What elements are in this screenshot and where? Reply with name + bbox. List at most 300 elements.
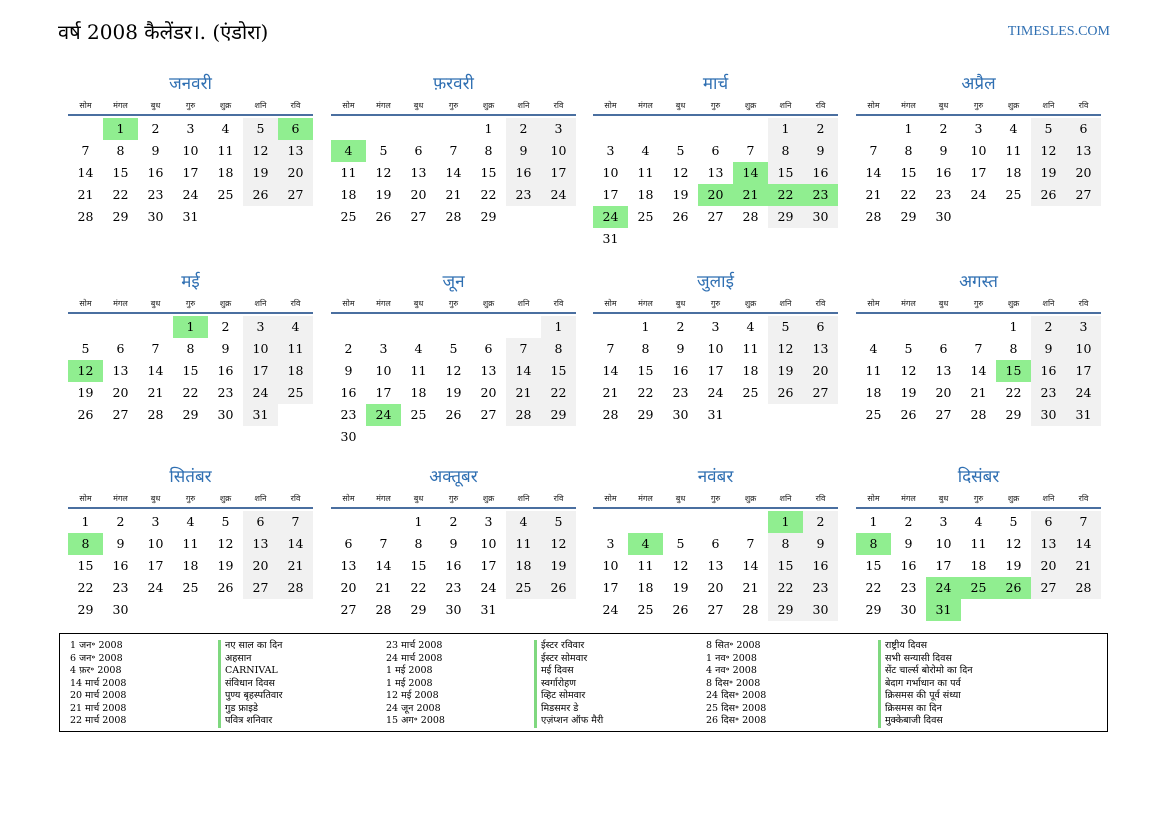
day-cell: 14 xyxy=(742,558,759,573)
day-cell: 20 xyxy=(112,385,129,400)
day-cell: 12 xyxy=(217,536,234,551)
day-cell: 9 xyxy=(1031,338,1066,360)
day-cell: 12 xyxy=(900,363,917,378)
site-link[interactable]: TIMESLES.COM xyxy=(1007,24,1110,39)
day-cell: 22 xyxy=(182,385,199,400)
day-cell: 26 xyxy=(900,407,917,422)
day-cell: 28 xyxy=(278,577,313,599)
day-cell: 22 xyxy=(768,577,803,599)
day-cell: 22 xyxy=(77,580,94,595)
day-cell: 11 xyxy=(970,536,987,551)
day-cell: 5 xyxy=(541,511,576,533)
holiday-day-cell: 14 xyxy=(733,162,768,184)
empty-cell xyxy=(331,118,366,140)
weekday-label: सोम xyxy=(342,101,355,110)
day-cell: 13 xyxy=(278,140,313,162)
weekday-label: बुध xyxy=(150,299,161,308)
day-cell: 10 xyxy=(970,143,987,158)
weekday-label: गुरु xyxy=(185,299,196,308)
day-cell: 9 xyxy=(449,536,458,551)
weekday-header xyxy=(593,297,838,311)
day-cell: 21 xyxy=(278,555,313,577)
day-cell: 21 xyxy=(865,187,882,202)
day-cell: 29 xyxy=(541,404,576,426)
day-cell: 11 xyxy=(637,165,654,180)
day-cell: 13 xyxy=(803,338,838,360)
holiday-day-cell: 26 xyxy=(996,577,1031,599)
day-grid xyxy=(68,118,313,228)
day-cell: 5 xyxy=(379,143,388,158)
day-cell: 23 xyxy=(803,577,838,599)
day-cell: 10 xyxy=(541,140,576,162)
holiday-day-cell: 25 xyxy=(961,577,996,599)
weekday-label: शुक्र xyxy=(744,101,757,110)
day-cell: 17 xyxy=(375,385,392,400)
day-cell: 21 xyxy=(970,385,987,400)
day-cell: 26 xyxy=(768,382,803,404)
day-cell: 17 xyxy=(182,165,199,180)
day-cell: 10 xyxy=(935,536,952,551)
day-cell: 11 xyxy=(865,363,882,378)
day-cell: 22 xyxy=(541,382,576,404)
holiday-name: सभी सन्यासी दिवस xyxy=(878,653,973,666)
day-cell: 15 xyxy=(480,165,497,180)
day-cell: 15 xyxy=(77,558,94,573)
day-grid xyxy=(856,118,1101,228)
weekday-label: शनि xyxy=(517,299,530,308)
day-cell: 20 xyxy=(340,580,357,595)
weekday-label: शुक्र xyxy=(482,101,495,110)
day-cell: 31 xyxy=(1066,404,1101,426)
day-cell: 8 xyxy=(641,341,650,356)
day-cell: 16 xyxy=(217,363,234,378)
day-cell: 21 xyxy=(147,385,164,400)
day-cell: 7 xyxy=(606,341,615,356)
day-cell: 11 xyxy=(340,165,357,180)
day-cell: 1 xyxy=(768,118,803,140)
weekday-label: सोम xyxy=(604,494,617,503)
day-cell: 29 xyxy=(77,602,94,617)
legend-dates-col-2 xyxy=(386,640,445,728)
empty-cell xyxy=(733,118,768,140)
weekday-label: रवि xyxy=(1078,494,1089,503)
day-cell: 12 xyxy=(445,363,462,378)
day-cell: 12 xyxy=(768,338,803,360)
day-cell: 18 xyxy=(340,187,357,202)
month-name: जनवरी xyxy=(169,74,212,94)
weekday-label: रवि xyxy=(553,494,564,503)
day-cell: 27 xyxy=(340,602,357,617)
day-cell: 27 xyxy=(410,209,427,224)
day-cell: 19 xyxy=(672,187,689,202)
holiday-name: अहसान xyxy=(218,653,283,666)
day-cell: 18 xyxy=(637,187,654,202)
holiday-date: 1 नव॰ 2008 xyxy=(706,652,757,664)
month-name: अप्रैल xyxy=(961,74,996,94)
day-cell: 5 xyxy=(449,341,458,356)
holiday-date: 14 मार्च 2008 xyxy=(70,677,127,689)
weekday-header xyxy=(856,99,1101,113)
day-cell: 18 xyxy=(742,363,759,378)
day-cell: 9 xyxy=(939,143,948,158)
day-cell: 3 xyxy=(606,536,615,551)
day-cell: 26 xyxy=(375,209,392,224)
day-cell: 29 xyxy=(637,407,654,422)
holiday-date: 21 मार्च 2008 xyxy=(70,702,127,714)
day-grid xyxy=(331,316,576,448)
weekday-label: शनि xyxy=(779,299,792,308)
day-cell: 5 xyxy=(243,118,278,140)
day-cell: 17 xyxy=(243,360,278,382)
day-cell: 30 xyxy=(340,429,357,444)
weekday-label: रवि xyxy=(290,101,301,110)
day-cell: 10 xyxy=(602,165,619,180)
holiday-day-cell: 20 xyxy=(698,184,733,206)
empty-cell xyxy=(926,316,961,338)
legend-names-col-3 xyxy=(878,640,973,728)
weekday-label: शनि xyxy=(1042,299,1055,308)
holiday-day-cell: 23 xyxy=(803,184,838,206)
day-cell: 26 xyxy=(445,407,462,422)
holiday-date: 12 मई 2008 xyxy=(386,690,439,701)
day-cell: 24 xyxy=(970,187,987,202)
weekday-label: मंगल xyxy=(113,494,128,503)
weekday-header xyxy=(856,492,1101,506)
day-cell: 19 xyxy=(768,360,803,382)
day-cell: 19 xyxy=(77,385,94,400)
header-rule xyxy=(331,507,576,509)
day-cell: 27 xyxy=(803,382,838,404)
day-cell: 15 xyxy=(541,360,576,382)
weekday-label: सोम xyxy=(79,101,92,110)
day-cell: 11 xyxy=(217,143,234,158)
day-cell: 30 xyxy=(803,206,838,228)
day-cell: 14 xyxy=(970,363,987,378)
day-cell: 5 xyxy=(676,536,685,551)
day-cell: 2 xyxy=(904,514,913,529)
day-cell: 8 xyxy=(541,338,576,360)
day-cell: 20 xyxy=(480,385,497,400)
day-cell: 3 xyxy=(711,319,720,334)
day-grid xyxy=(331,118,576,228)
month-4 xyxy=(856,73,1101,228)
day-cell: 7 xyxy=(974,341,983,356)
day-cell: 14 xyxy=(77,165,94,180)
weekday-header xyxy=(593,492,838,506)
weekday-label: गुरु xyxy=(710,101,721,110)
empty-cell xyxy=(68,118,103,140)
weekday-label: गुरु xyxy=(448,494,459,503)
day-cell: 4 xyxy=(641,143,650,158)
weekday-label: बुध xyxy=(938,299,949,308)
day-cell: 4 xyxy=(414,341,423,356)
legend-names-col-1 xyxy=(218,640,283,728)
day-cell: 26 xyxy=(541,577,576,599)
month-name: मई xyxy=(181,272,200,292)
holiday-name: मिडसमर डे xyxy=(534,703,603,716)
day-cell: 4 xyxy=(186,514,195,529)
weekday-label: सोम xyxy=(604,299,617,308)
day-cell: 24 xyxy=(602,602,619,617)
holiday-name: मुक्केबाजी दिवस xyxy=(878,715,973,728)
day-cell: 31 xyxy=(707,407,724,422)
weekday-label: शुक्र xyxy=(219,101,232,110)
day-cell: 25 xyxy=(865,407,882,422)
holiday-day-cell: 6 xyxy=(278,118,313,140)
holiday-day-cell: 8 xyxy=(68,533,103,555)
day-cell: 23 xyxy=(445,580,462,595)
day-cell: 23 xyxy=(340,407,357,422)
holiday-name: राष्ट्रीय दिवस xyxy=(878,640,973,653)
day-cell: 20 xyxy=(707,580,724,595)
holiday-day-cell: 22 xyxy=(768,184,803,206)
day-cell: 11 xyxy=(742,341,759,356)
day-cell: 7 xyxy=(151,341,160,356)
day-cell: 23 xyxy=(900,580,917,595)
day-cell: 21 xyxy=(1066,555,1101,577)
empty-cell xyxy=(436,118,471,140)
day-cell: 28 xyxy=(375,602,392,617)
month-6 xyxy=(331,271,576,448)
empty-cell xyxy=(103,316,138,338)
day-cell: 19 xyxy=(672,580,689,595)
day-cell: 16 xyxy=(147,165,164,180)
day-cell: 17 xyxy=(935,558,952,573)
day-cell: 9 xyxy=(151,143,160,158)
day-cell: 16 xyxy=(112,558,129,573)
weekday-label: शुक्र xyxy=(1007,494,1020,503)
day-cell: 26 xyxy=(672,209,689,224)
header-rule xyxy=(68,312,313,314)
day-cell: 4 xyxy=(278,316,313,338)
holiday-name: पवित्र शनिवार xyxy=(218,715,283,728)
day-cell: 25 xyxy=(637,602,654,617)
weekday-label: बुध xyxy=(150,494,161,503)
weekday-label: गुरु xyxy=(448,101,459,110)
day-cell: 9 xyxy=(676,341,685,356)
holiday-name: नए साल का दिन xyxy=(218,640,283,653)
day-cell: 23 xyxy=(506,184,541,206)
day-cell: 25 xyxy=(217,187,234,202)
day-cell: 18 xyxy=(865,385,882,400)
day-cell: 3 xyxy=(484,514,493,529)
weekday-header xyxy=(68,297,313,311)
day-cell: 26 xyxy=(1031,184,1066,206)
day-cell: 16 xyxy=(935,165,952,180)
day-cell: 17 xyxy=(541,162,576,184)
day-cell: 30 xyxy=(1031,404,1066,426)
weekday-label: शनि xyxy=(254,101,267,110)
day-cell: 7 xyxy=(81,143,90,158)
day-cell: 22 xyxy=(112,187,129,202)
weekday-header xyxy=(856,297,1101,311)
weekday-label: मंगल xyxy=(638,299,653,308)
weekday-label: शुक्र xyxy=(482,299,495,308)
day-cell: 22 xyxy=(900,187,917,202)
empty-cell xyxy=(663,118,698,140)
month-name: सितंबर xyxy=(169,467,212,487)
header-rule xyxy=(68,114,313,116)
weekday-label: रवि xyxy=(815,299,826,308)
day-cell: 3 xyxy=(379,341,388,356)
day-cell: 16 xyxy=(803,162,838,184)
day-cell: 1 xyxy=(869,514,878,529)
day-cell: 24 xyxy=(1066,382,1101,404)
day-cell: 21 xyxy=(602,385,619,400)
day-cell: 13 xyxy=(707,558,724,573)
day-cell: 10 xyxy=(182,143,199,158)
weekday-header xyxy=(331,492,576,506)
day-cell: 29 xyxy=(768,599,803,621)
day-cell: 28 xyxy=(742,602,759,617)
day-cell: 23 xyxy=(1031,382,1066,404)
day-cell: 29 xyxy=(480,209,497,224)
legend-dates-col-1 xyxy=(70,640,126,728)
weekday-label: मंगल xyxy=(376,494,391,503)
empty-cell xyxy=(436,316,471,338)
header-rule xyxy=(856,507,1101,509)
weekday-label: गुरु xyxy=(185,101,196,110)
day-cell: 10 xyxy=(147,536,164,551)
day-cell: 4 xyxy=(869,341,878,356)
day-cell: 16 xyxy=(445,558,462,573)
day-cell: 30 xyxy=(147,209,164,224)
day-cell: 25 xyxy=(742,385,759,400)
day-cell: 13 xyxy=(112,363,129,378)
day-cell: 16 xyxy=(1031,360,1066,382)
day-cell: 18 xyxy=(970,558,987,573)
day-cell: 21 xyxy=(742,580,759,595)
day-cell: 1 xyxy=(904,121,913,136)
holiday-date: 24 जून 2008 xyxy=(386,702,441,714)
day-cell: 15 xyxy=(768,162,803,184)
header-rule xyxy=(593,312,838,314)
holiday-legend xyxy=(59,633,1108,732)
day-cell: 17 xyxy=(970,165,987,180)
day-cell: 19 xyxy=(217,558,234,573)
day-cell: 9 xyxy=(116,536,125,551)
weekday-label: मंगल xyxy=(113,101,128,110)
day-cell: 1 xyxy=(81,514,90,529)
weekday-label: शुक्र xyxy=(219,494,232,503)
day-cell: 10 xyxy=(1066,338,1101,360)
holiday-name: ईस्टर रविवार xyxy=(534,640,603,653)
day-cell: 23 xyxy=(935,187,952,202)
day-cell: 3 xyxy=(606,143,615,158)
day-cell: 22 xyxy=(865,580,882,595)
day-cell: 21 xyxy=(77,187,94,202)
day-cell: 2 xyxy=(344,341,353,356)
day-cell: 9 xyxy=(904,536,913,551)
day-cell: 23 xyxy=(147,187,164,202)
empty-cell xyxy=(366,511,401,533)
day-cell: 6 xyxy=(243,511,278,533)
day-cell: 13 xyxy=(935,363,952,378)
day-cell: 30 xyxy=(445,602,462,617)
weekday-label: रवि xyxy=(290,299,301,308)
holiday-name: बेदाग गर्भाधान का पर्व xyxy=(878,678,973,691)
day-cell: 14 xyxy=(602,363,619,378)
weekday-label: शुक्र xyxy=(482,494,495,503)
day-cell: 3 xyxy=(939,514,948,529)
day-cell: 9 xyxy=(803,533,838,555)
weekday-label: रवि xyxy=(1078,101,1089,110)
weekday-label: सोम xyxy=(79,299,92,308)
day-cell: 12 xyxy=(1031,140,1066,162)
day-cell: 5 xyxy=(676,143,685,158)
holiday-day-cell: 1 xyxy=(173,316,208,338)
empty-cell xyxy=(856,118,891,140)
day-cell: 16 xyxy=(900,558,917,573)
month-name: दिसंबर xyxy=(957,467,1000,487)
day-cell: 19 xyxy=(243,162,278,184)
day-cell: 28 xyxy=(506,404,541,426)
empty-cell xyxy=(593,316,628,338)
day-cell: 18 xyxy=(217,165,234,180)
legend-dates-col-3 xyxy=(706,640,766,728)
day-grid xyxy=(68,511,313,621)
day-cell: 13 xyxy=(1031,533,1066,555)
day-cell: 13 xyxy=(243,533,278,555)
day-cell: 23 xyxy=(217,385,234,400)
weekday-label: शनि xyxy=(779,494,792,503)
day-cell: 29 xyxy=(865,602,882,617)
day-cell: 20 xyxy=(803,360,838,382)
day-cell: 10 xyxy=(480,536,497,551)
day-cell: 26 xyxy=(217,580,234,595)
holiday-date: 8 दिस॰ 2008 xyxy=(706,677,761,689)
empty-cell xyxy=(961,316,996,338)
day-cell: 1 xyxy=(1009,319,1018,334)
holiday-date: 1 मई 2008 xyxy=(386,677,433,689)
holiday-name: क्रिसमस की पूर्व संध्या xyxy=(878,690,973,703)
weekday-label: बुध xyxy=(413,101,424,110)
day-cell: 3 xyxy=(541,118,576,140)
day-cell: 23 xyxy=(112,580,129,595)
weekday-label: शनि xyxy=(517,494,530,503)
holiday-date: 23 मार्च 2008 xyxy=(386,640,443,651)
holiday-name: CARNIVAL xyxy=(218,665,283,678)
weekday-label: मंगल xyxy=(113,299,128,308)
header-rule xyxy=(331,114,576,116)
month-5 xyxy=(68,271,313,426)
empty-cell xyxy=(366,316,401,338)
day-cell: 2 xyxy=(1031,316,1066,338)
weekday-label: मंगल xyxy=(638,494,653,503)
day-cell: 4 xyxy=(506,511,541,533)
holiday-day-cell: 15 xyxy=(996,360,1031,382)
month-7 xyxy=(593,271,838,426)
day-cell: 30 xyxy=(672,407,689,422)
holiday-date: 25 दिस॰ 2008 xyxy=(706,702,767,714)
day-cell: 3 xyxy=(1066,316,1101,338)
day-cell: 6 xyxy=(1031,511,1066,533)
day-cell: 20 xyxy=(1031,555,1066,577)
day-cell: 30 xyxy=(112,602,129,617)
day-cell: 9 xyxy=(344,363,353,378)
day-cell: 26 xyxy=(243,184,278,206)
empty-cell xyxy=(331,316,366,338)
weekday-label: बुध xyxy=(675,101,686,110)
weekday-label: गुरु xyxy=(448,299,459,308)
day-cell: 24 xyxy=(480,580,497,595)
weekday-label: गुरु xyxy=(185,494,196,503)
day-cell: 19 xyxy=(900,385,917,400)
weekday-label: रवि xyxy=(1078,299,1089,308)
day-cell: 7 xyxy=(746,143,755,158)
weekday-header xyxy=(331,297,576,311)
day-cell: 17 xyxy=(480,558,497,573)
